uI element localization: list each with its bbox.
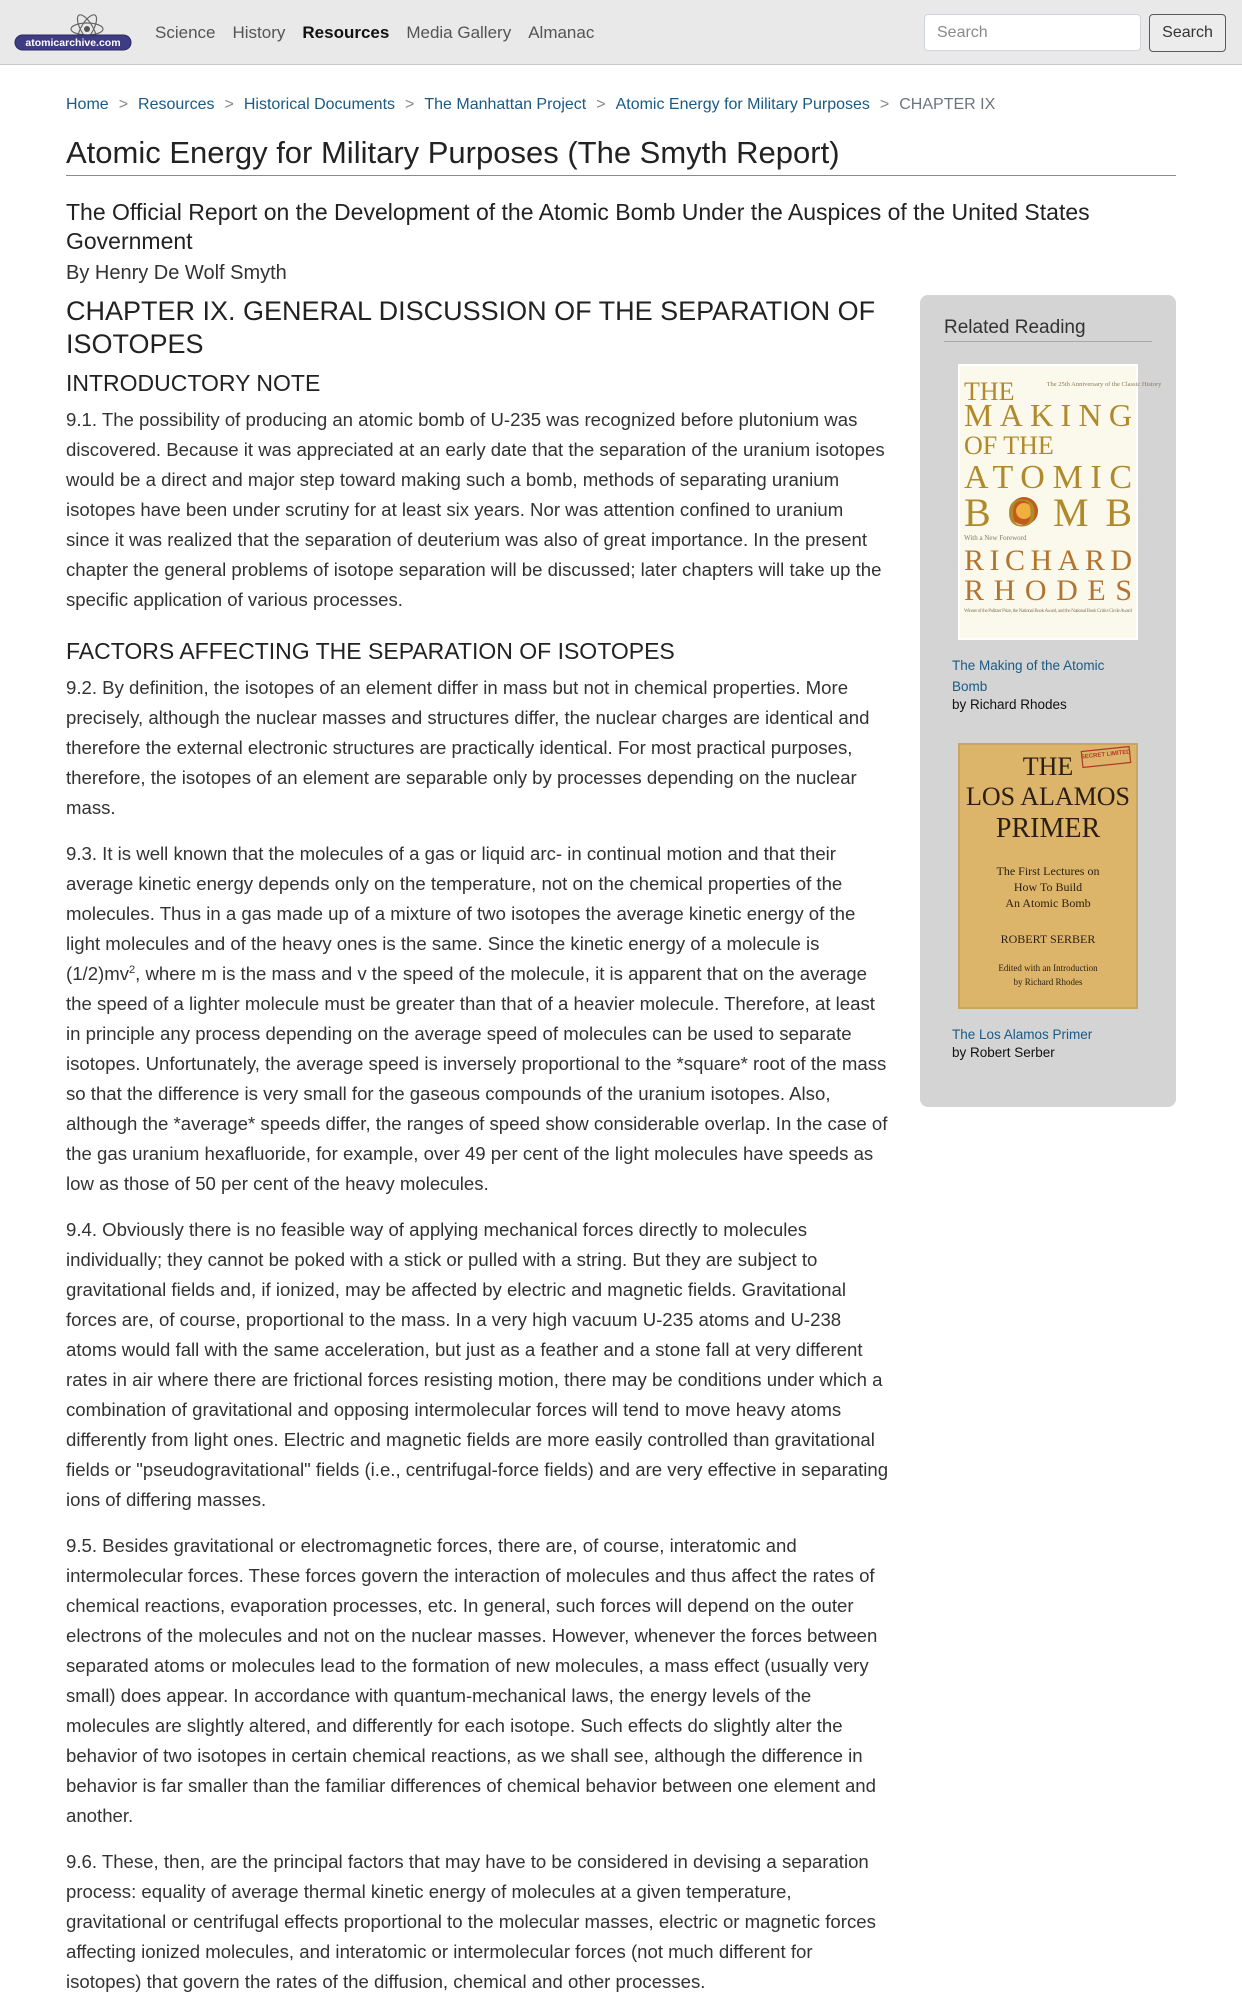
paragraph-9-3-part-1: 9.3. It is well known that the molecules of a gas or liquid arc- in continual motion and that their average kinetic energy depends only on the temperature, not on the chemical properties of the molecules. Thus in a gas made up of a mixture of two isotopes the average kinetic energy of the light molecules and of the heavy ones is the same. Since the kinetic energy of a molecule is (1/2)mv (66, 843, 856, 985)
svg-text:PRIMER: PRIMER (995, 813, 1101, 844)
svg-text:atomicarchive.com: atomicarchive.com (25, 37, 121, 49)
book-link-making-of-atomic-bomb[interactable]: The Making of the Atomic Bomb (952, 658, 1105, 694)
chapter-title: CHAPTER IX. GENERAL DISCUSSION OF THE SEPARATION OF ISOTOPES (66, 296, 876, 360)
article-body (66, 295, 891, 2013)
superscript-2: 2 (129, 964, 136, 976)
svg-text:BOMB: BOMB (964, 490, 1132, 535)
svg-text:Edited with an Introduction: Edited with an Introduction (998, 963, 1098, 973)
book-cover-making-of-atomic-bomb[interactable] (958, 364, 1162, 640)
breadcrumb-separator: > (405, 96, 415, 113)
svg-text:With a New Foreword: With a New Foreword (964, 534, 1027, 542)
book-author-rhodes: by Richard Rhodes (952, 697, 1067, 712)
svg-text:RHODES: RHODES (964, 574, 1132, 607)
nav-link-resources[interactable]: Resources (302, 22, 390, 42)
paragraph-9-6: 9.6. These, then, are the principal factors that may have to be considered in devising a separation process: equality of average thermal kinetic energy of molecules at a given temperature, gravitational or centrifugal effects proportional to the molecular masses, electric or magnetic forces affecting ionized molecules, and interatomic or intermolecular forces (not much different for isotopes) that govern the rates of the diffusion, chemical and other processes. (66, 1851, 876, 1993)
svg-text:THE: THE (964, 377, 1015, 406)
paragraph-9-3 (66, 839, 891, 1199)
nav-link-history[interactable]: History (232, 22, 286, 42)
sidebar-title: Related Reading (944, 317, 1152, 342)
breadcrumb-current: CHAPTER IX (899, 96, 996, 113)
search-button[interactable]: Search (1149, 14, 1226, 52)
paragraph-9-3-part-2: , where m is the mass and v the speed of the molecule, it is apparent that on the average the speed of a lighter molecule must be greater than that of a heavier molecule. Therefore, at least in principle any process depending on the average speed of molecules can be used to separate isotopes. Unfortunately, the average speed is inversely proportional to the *square* root of the mass so that the difference is very small for the gaseous compounds of the uranium isotopes. Also, although the *average* speeds differ, the ranges of speed show considerable overlap. In the case of the gas uranium hexafluoride, for example, over 49 per cent of the light molecules have speeds as low as those of 50 per cent of the heavy molecules. (66, 963, 888, 1195)
breadcrumb-separator: > (118, 96, 129, 113)
main-nav (155, 0, 611, 65)
section-title-introductory-note: INTRODUCTORY NOTE (66, 370, 321, 397)
svg-text:How To Build: How To Build (1013, 880, 1083, 894)
nav-link-science[interactable]: Science (155, 22, 216, 42)
paragraph-9-4: 9.4. Obviously there is no feasible way of applying mechanical forces directly to molecules individually; they cannot be poked with a stick or pulled with a string. But they are subject to gravitational fields and, if ionized, may be affected by electric and magnetic fields. Gravitational forces are, of course, proportional to the mass. In a very high vacuum U-235 atoms and U-238 atoms would fall with the same acceleration, but just as a feather and a stone fall at very different rates in air where there are frictional forces resisting motion, there may be conditions under which a combination of gravitational and opposing intermolecular forces will tend to move heavy atoms differently from light ones. Electric and magnetic fields are more easily controlled than gravitational fields or "pseudogravitational" fields (i.e., centrifugal-force fields) and are very effective in separating ions of differing masses. (66, 1219, 889, 1511)
section-title-factors: FACTORS AFFECTING THE SEPARATION OF ISOTOPES (66, 638, 675, 665)
nav-link-almanac[interactable]: Almanac (528, 22, 595, 42)
search-input[interactable] (924, 14, 1141, 51)
svg-text:Winner of the Pulitzer Prize,: Winner of the Pulitzer Prize, the National Book Award, and the National Book Critics Circle Award (964, 609, 1132, 614)
svg-text:ROBERT SERBER: ROBERT SERBER (1000, 932, 1096, 946)
svg-text:SECRET LIMITED: SECRET LIMITED (1080, 749, 1131, 761)
book-author-serber: by Robert Serber (952, 1045, 1055, 1060)
svg-text:The First Lectures on: The First Lectures on (996, 864, 1100, 878)
breadcrumb-home[interactable]: Home (66, 96, 109, 113)
svg-text:MAKING: MAKING (964, 397, 1132, 433)
related-reading-sidebar (920, 295, 1176, 1107)
svg-text:THE: THE (1022, 752, 1074, 781)
paragraph-9-1: 9.1. The possibility of producing an atomic bomb of U-235 was recognized before plutonium was discovered. Because it was appreciated at an early date that the separation of the uranium isotopes would be a direct and major step toward making such a bomb, methods of separating uranium isotopes have been under scrutiny for at least six years. Nor was attention confined to uranium since it was realized that the separation of deuterium was also of great importance. In the present chapter the general problems of isotope separation will be discussed; later chapters will take up the specific application of various processes. (66, 409, 885, 611)
svg-text:OF THE: OF THE (964, 431, 1054, 460)
svg-text:RICHARD: RICHARD (964, 544, 1132, 577)
document-author: By Henry De Wolf Smyth (66, 262, 287, 284)
svg-text:ATOMIC: ATOMIC (964, 459, 1132, 496)
breadcrumb (66, 96, 995, 114)
breadcrumb-historical-documents[interactable]: Historical Documents (243, 96, 396, 113)
svg-text:LOS ALAMOS: LOS ALAMOS (966, 782, 1130, 811)
breadcrumb-separator: > (224, 96, 234, 113)
svg-text:by Richard Rhodes: by Richard Rhodes (1013, 977, 1083, 987)
page-title: Atomic Energy for Military Purposes (The Smyth Report) (66, 134, 1176, 176)
paragraph-9-5: 9.5. Besides gravitational or electromagnetic forces, there are, of course, interatomic and intermolecular forces. These forces govern the interaction of molecules and thus affect the rates of chemical reactions, evaporation processes, etc. In general, such forces will depend on the outer electrons of the molecules and not on the nuclear masses. However, whenever the forces between separated atoms or molecules lead to the formation of new molecules, a mass effect (usually very small) does appear. In accordance with quantum-mechanical laws, the energy levels of the molecules are slightly altered, and differently for each isotope. Such effects do slightly alter the behavior of two isotopes in certain chemical reactions, as we shall see, although the difference in behavior is far smaller than the familiar differences of chemical behavior between one element and another. (66, 1535, 878, 1827)
book-cover-los-alamos-primer[interactable] (958, 743, 1138, 1009)
nav-link-media-gallery[interactable]: Media Gallery (406, 22, 512, 42)
paragraph-9-2: 9.2. By definition, the isotopes of an element differ in mass but not in chemical properties. More precisely, although the nuclear masses and structures differ, the nuclear charges are identical and therefore the external electronic structures are practically identical. For most practical purposes, therefore, the isotopes of an element are separable only by processes depending on the nuclear mass. (66, 677, 870, 819)
book-link-los-alamos-primer[interactable]: The Los Alamos Primer (952, 1027, 1093, 1042)
breadcrumb-separator: > (596, 96, 606, 113)
svg-text:An Atomic Bomb: An Atomic Bomb (1005, 896, 1091, 910)
breadcrumb-atomic-energy[interactable]: Atomic Energy for Military Purposes (615, 96, 870, 113)
breadcrumb-separator: > (879, 96, 890, 113)
svg-text:The 25th Anniversary of the Cl: The 25th Anniversary of the Classic History (1046, 381, 1162, 388)
breadcrumb-resources[interactable]: Resources (138, 96, 215, 113)
site-logo[interactable] (14, 11, 132, 55)
breadcrumb-manhattan-project[interactable]: The Manhattan Project (424, 96, 587, 113)
top-navbar (0, 0, 1242, 65)
page-subtitle: The Official Report on the Development of the Atomic Bomb Under the Auspices of the United States Government (66, 199, 1090, 254)
